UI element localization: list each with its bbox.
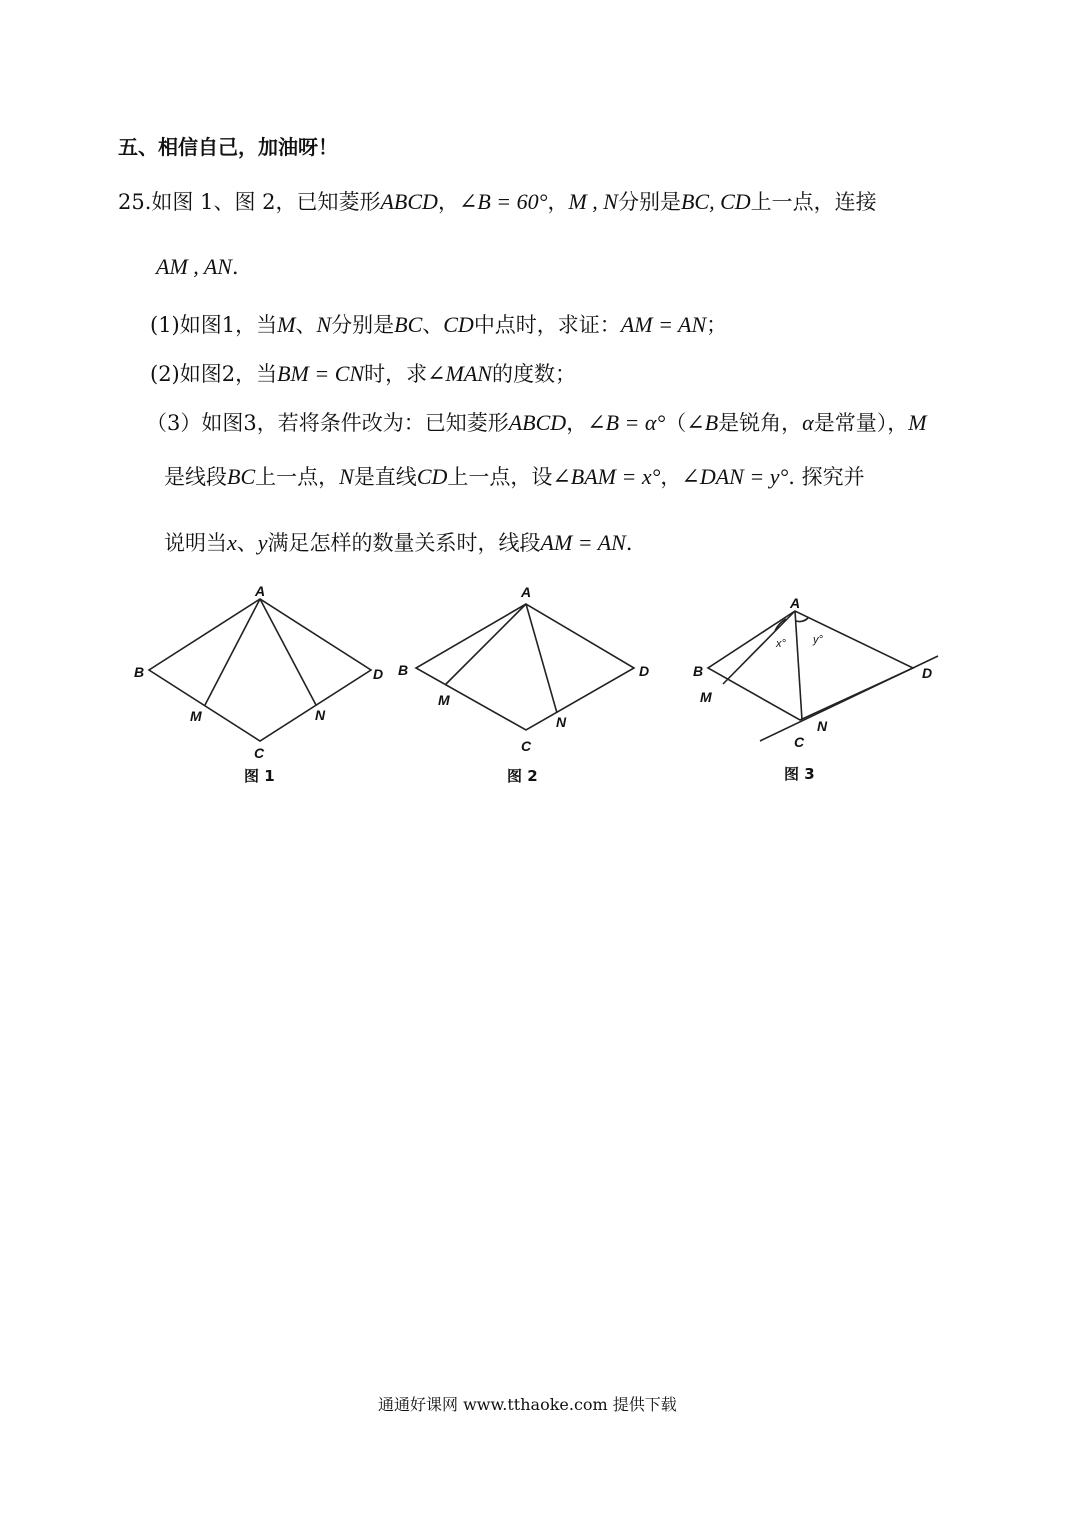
sep: 、 [422,313,444,337]
problem-text: 如图 1、图 2，已知菱形 [151,190,381,214]
rhombus-abcd [708,611,913,720]
part-text: 时，求 [364,362,428,386]
problem-line-2 [156,251,253,281]
math-angle-b: ∠B = 60° [458,189,548,214]
section-heading: 五、相信自己，加油呀！ [118,135,338,159]
math: M [908,410,927,435]
segment-an [795,611,802,720]
label-a: A [255,583,266,599]
math: ABCD [508,410,567,435]
part-text: 上一点， [255,465,340,489]
label-b: B [693,663,704,679]
math-am-an: AM , AN [156,254,232,279]
sep: ． [625,531,647,555]
sep: （ [665,411,687,435]
figure-1 [120,580,400,770]
segment-am [205,599,260,705]
part-3-line-1 [146,407,927,437]
math-sides: BC, CD [680,189,751,214]
math-rhombus: ABCD [380,189,438,214]
rhombus-abcd [416,604,634,730]
figure-2 [390,578,670,768]
part-3-line-3 [164,527,647,557]
part-text: . 探究并 [788,465,865,489]
part-text: 是直线 [353,465,417,489]
problem-line-1 [118,186,877,216]
math-mn: M , N [568,189,618,214]
math: BC [227,464,256,489]
line-cd-extended [760,656,938,741]
math: M [277,312,296,337]
sep: ， [660,465,682,489]
math: ∠MAN [427,361,492,386]
label-n: N [817,718,828,734]
label-d: D [639,663,650,679]
math: y [257,530,268,555]
part-text: 是锐角， [718,411,803,435]
label-b: B [398,662,409,678]
problem-number: 25. [118,190,152,214]
math: AM = AN [620,312,707,337]
sep: ， [566,411,588,435]
label-y-angle: y° [813,634,823,646]
math: CD [443,312,474,337]
part-text: (2)如图2，当 [150,362,278,386]
part-text: 满足怎样的数量关系时，线段 [267,531,541,555]
figure-1-caption: 图 1 [244,767,275,785]
label-d: D [922,665,933,681]
part-text: （3）如图3，若将条件改为：已知菱形 [146,411,509,435]
part-text: 上一点，设 [447,465,553,489]
label-m: M [190,708,202,724]
part-1 [150,309,727,339]
label-c: C [794,734,805,750]
math: CD [416,464,448,489]
problem-text: 上一点，连接 [750,190,877,214]
math: ∠BAM = x° [552,464,661,489]
math: N [316,312,332,337]
label-n: N [556,714,567,730]
sep: ， [547,190,569,214]
sep: ． [231,255,253,279]
label-b: B [134,664,145,680]
label-a: A [521,584,532,600]
sep: 、 [295,313,317,337]
label-x-angle: x° [776,638,786,650]
part-text: 的度数； [491,362,576,386]
label-c: C [521,738,532,754]
math: ∠B [686,410,719,435]
label-m: M [700,689,712,705]
segment-an [260,599,316,705]
problem-text: 分别是 [617,190,681,214]
part-text: 中点时，求证： [473,313,621,337]
part-text: 分别是 [331,313,395,337]
math: AM = AN [540,530,626,555]
part-2 [150,358,576,388]
math: ∠B = α° [587,410,666,435]
footer-credit: 通通好课网 www.tthaoke.com 提供下载 [378,1395,677,1414]
label-d: D [373,666,384,682]
part-text: 说明当 [164,531,227,555]
part-text: 是常量）， [813,411,909,435]
figure-2-caption: 图 2 [507,767,538,785]
label-m: M [438,692,450,708]
part-text: (1)如图1，当 [150,313,278,337]
math: α [802,410,814,435]
part-text: 是线段 [164,465,227,489]
label-a: A [790,595,801,611]
part-3-line-2 [164,461,865,491]
label-n: N [315,707,326,723]
math: x [227,530,237,555]
math: BM = CN [277,361,365,386]
sep: 、 [236,531,258,555]
math: BC [394,312,423,337]
figure-3-caption: 图 3 [784,765,815,783]
math: N [339,464,354,489]
rhombus-abcd [149,599,371,741]
angle-y-arc [796,618,808,622]
figure-3 [680,588,960,768]
label-c: C [254,745,265,761]
sep: ， [437,190,459,214]
sep: ； [706,313,728,337]
math: ∠DAN = y° [681,464,789,489]
